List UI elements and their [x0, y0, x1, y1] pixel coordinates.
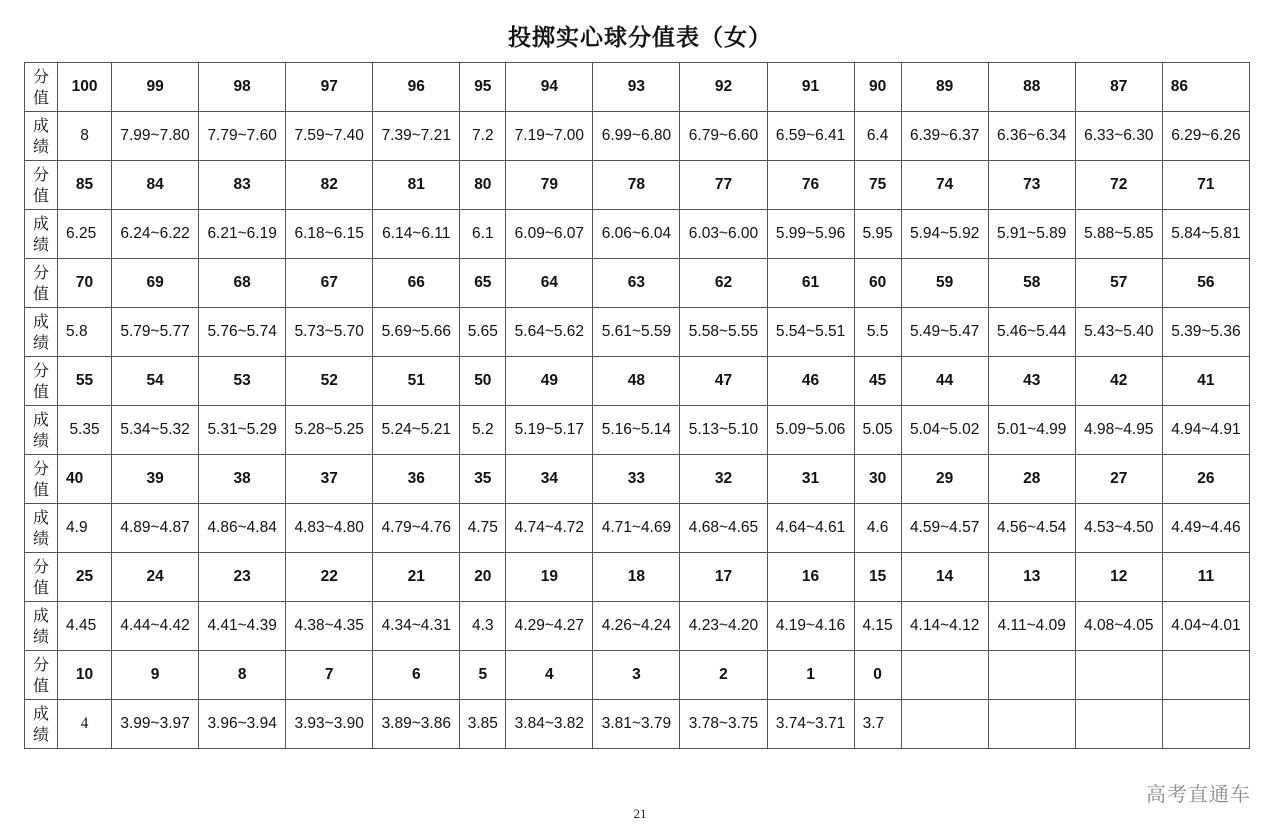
- points-cell: 9: [112, 651, 199, 700]
- points-cell: 38: [199, 455, 286, 504]
- score-cell: 5.43~5.40: [1075, 308, 1162, 357]
- empty-cell: [988, 651, 1075, 700]
- empty-cell: [1075, 651, 1162, 700]
- points-cell: 42: [1075, 357, 1162, 406]
- score-cell: 6.1: [460, 210, 506, 259]
- points-cell: 21: [373, 553, 460, 602]
- points-cell: 90: [854, 63, 901, 112]
- score-cell: 4.53~4.50: [1075, 504, 1162, 553]
- score-cell: 5.76~5.74: [199, 308, 286, 357]
- score-table: [24, 62, 1250, 749]
- score-row-header: 成 绩: [25, 700, 58, 749]
- points-row-header: 分 值: [25, 455, 58, 504]
- score-row: [25, 602, 1250, 651]
- points-cell: 25: [58, 553, 112, 602]
- points-cell: 16: [767, 553, 854, 602]
- score-cell: 4.56~4.54: [988, 504, 1075, 553]
- score-cell: 6.4: [854, 112, 901, 161]
- points-cell: 71: [1162, 161, 1249, 210]
- points-cell: 86: [1162, 63, 1249, 112]
- score-cell: 6.99~6.80: [593, 112, 680, 161]
- points-cell: 95: [460, 63, 506, 112]
- points-cell: 87: [1075, 63, 1162, 112]
- points-row: [25, 161, 1250, 210]
- score-cell: 4.74~4.72: [506, 504, 593, 553]
- points-cell: 65: [460, 259, 506, 308]
- score-row-header: 成 绩: [25, 602, 58, 651]
- points-cell: 74: [901, 161, 988, 210]
- score-cell: 6.29~6.26: [1162, 112, 1249, 161]
- points-cell: 64: [506, 259, 593, 308]
- points-cell: 98: [199, 63, 286, 112]
- points-cell: 33: [593, 455, 680, 504]
- points-cell: 68: [199, 259, 286, 308]
- score-cell: 6.79~6.60: [680, 112, 767, 161]
- score-cell: 7.99~7.80: [112, 112, 199, 161]
- points-cell: 84: [112, 161, 199, 210]
- score-cell: 4.86~4.84: [199, 504, 286, 553]
- points-row-header: 分 值: [25, 63, 58, 112]
- score-cell: 5.99~5.96: [767, 210, 854, 259]
- points-cell: 75: [854, 161, 901, 210]
- points-cell: 88: [988, 63, 1075, 112]
- page-title: 投掷实心球分值表（女）: [508, 25, 772, 51]
- points-cell: 41: [1162, 357, 1249, 406]
- points-cell: 92: [680, 63, 767, 112]
- score-cell: 6.25: [58, 210, 112, 259]
- points-cell: 37: [286, 455, 373, 504]
- points-cell: 53: [199, 357, 286, 406]
- score-cell: 4.38~4.35: [286, 602, 373, 651]
- score-cell: 6.09~6.07: [506, 210, 593, 259]
- score-row-header: 成 绩: [25, 210, 58, 259]
- points-cell: 30: [854, 455, 901, 504]
- points-row-header: 分 值: [25, 357, 58, 406]
- score-cell: 3.74~3.71: [767, 700, 854, 749]
- points-cell: 13: [988, 553, 1075, 602]
- score-cell: 6.06~6.04: [593, 210, 680, 259]
- points-cell: 5: [460, 651, 506, 700]
- score-row: [25, 504, 1250, 553]
- score-cell: 3.93~3.90: [286, 700, 373, 749]
- points-row-header: 分 值: [25, 161, 58, 210]
- points-cell: 51: [373, 357, 460, 406]
- points-cell: 54: [112, 357, 199, 406]
- score-cell: 6.18~6.15: [286, 210, 373, 259]
- score-cell: 4.59~4.57: [901, 504, 988, 553]
- points-cell: 55: [58, 357, 112, 406]
- score-cell: 5.73~5.70: [286, 308, 373, 357]
- points-cell: 56: [1162, 259, 1249, 308]
- points-cell: 66: [373, 259, 460, 308]
- score-cell: 7.79~7.60: [199, 112, 286, 161]
- points-cell: 35: [460, 455, 506, 504]
- score-cell: 5.58~5.55: [680, 308, 767, 357]
- score-row-header: 成 绩: [25, 504, 58, 553]
- empty-cell: [988, 700, 1075, 749]
- points-cell: 8: [199, 651, 286, 700]
- points-cell: 1: [767, 651, 854, 700]
- score-cell: 5.09~5.06: [767, 406, 854, 455]
- points-cell: 40: [58, 455, 112, 504]
- points-row: [25, 553, 1250, 602]
- score-table-body: [25, 63, 1250, 749]
- score-cell: 4.79~4.76: [373, 504, 460, 553]
- points-cell: 43: [988, 357, 1075, 406]
- score-cell: 6.59~6.41: [767, 112, 854, 161]
- points-row-header: 分 值: [25, 259, 58, 308]
- points-row-header: 分 值: [25, 651, 58, 700]
- score-cell: 4.49~4.46: [1162, 504, 1249, 553]
- points-cell: 50: [460, 357, 506, 406]
- score-cell: 6.03~6.00: [680, 210, 767, 259]
- points-cell: 97: [286, 63, 373, 112]
- score-row: [25, 700, 1250, 749]
- score-cell: 4.19~4.16: [767, 602, 854, 651]
- points-cell: 67: [286, 259, 373, 308]
- score-cell: 5.95: [854, 210, 901, 259]
- empty-cell: [901, 651, 988, 700]
- score-cell: 4.83~4.80: [286, 504, 373, 553]
- score-cell: 3.96~3.94: [199, 700, 286, 749]
- score-cell: 4.9: [58, 504, 112, 553]
- points-cell: 28: [988, 455, 1075, 504]
- points-cell: 39: [112, 455, 199, 504]
- score-cell: 6.33~6.30: [1075, 112, 1162, 161]
- points-cell: 93: [593, 63, 680, 112]
- points-cell: 34: [506, 455, 593, 504]
- empty-cell: [901, 700, 988, 749]
- points-cell: 94: [506, 63, 593, 112]
- points-row: [25, 357, 1250, 406]
- score-cell: 3.78~3.75: [680, 700, 767, 749]
- score-row: [25, 406, 1250, 455]
- points-cell: 82: [286, 161, 373, 210]
- score-cell: 4.44~4.42: [112, 602, 199, 651]
- score-cell: 5.84~5.81: [1162, 210, 1249, 259]
- points-cell: 19: [506, 553, 593, 602]
- points-cell: 11: [1162, 553, 1249, 602]
- score-cell: 5.34~5.32: [112, 406, 199, 455]
- score-cell: 4.71~4.69: [593, 504, 680, 553]
- points-cell: 69: [112, 259, 199, 308]
- score-cell: 5.91~5.89: [988, 210, 1075, 259]
- points-cell: 22: [286, 553, 373, 602]
- points-cell: 0: [854, 651, 901, 700]
- score-cell: 5.24~5.21: [373, 406, 460, 455]
- score-cell: 4.04~4.01: [1162, 602, 1249, 651]
- points-cell: 60: [854, 259, 901, 308]
- score-cell: 3.81~3.79: [593, 700, 680, 749]
- score-cell: 4.45: [58, 602, 112, 651]
- score-cell: 3.89~3.86: [373, 700, 460, 749]
- score-cell: 5.64~5.62: [506, 308, 593, 357]
- points-cell: 36: [373, 455, 460, 504]
- points-cell: 18: [593, 553, 680, 602]
- score-row-header: 成 绩: [25, 308, 58, 357]
- score-cell: 4.94~4.91: [1162, 406, 1249, 455]
- points-cell: 17: [680, 553, 767, 602]
- score-cell: 4.26~4.24: [593, 602, 680, 651]
- score-cell: 6.36~6.34: [988, 112, 1075, 161]
- points-cell: 100: [58, 63, 112, 112]
- page-number: 21: [633, 806, 647, 821]
- points-cell: 49: [506, 357, 593, 406]
- score-cell: 5.39~5.36: [1162, 308, 1249, 357]
- points-cell: 2: [680, 651, 767, 700]
- score-cell: 6.21~6.19: [199, 210, 286, 259]
- points-cell: 62: [680, 259, 767, 308]
- score-row: [25, 210, 1250, 259]
- points-cell: 47: [680, 357, 767, 406]
- score-cell: 5.65: [460, 308, 506, 357]
- points-cell: 58: [988, 259, 1075, 308]
- points-row: [25, 651, 1250, 700]
- points-cell: 12: [1075, 553, 1162, 602]
- score-cell: 4.08~4.05: [1075, 602, 1162, 651]
- points-cell: 80: [460, 161, 506, 210]
- score-cell: 5.8: [58, 308, 112, 357]
- points-cell: 77: [680, 161, 767, 210]
- score-cell: 4.68~4.65: [680, 504, 767, 553]
- points-cell: 23: [199, 553, 286, 602]
- score-cell: 6.39~6.37: [901, 112, 988, 161]
- score-cell: 4.6: [854, 504, 901, 553]
- points-cell: 3: [593, 651, 680, 700]
- score-cell: 5.35: [58, 406, 112, 455]
- score-cell: 4: [58, 700, 112, 749]
- score-cell: 5.2: [460, 406, 506, 455]
- score-cell: 3.85: [460, 700, 506, 749]
- points-cell: 89: [901, 63, 988, 112]
- points-cell: 14: [901, 553, 988, 602]
- score-cell: 5.31~5.29: [199, 406, 286, 455]
- points-cell: 78: [593, 161, 680, 210]
- points-cell: 45: [854, 357, 901, 406]
- points-cell: 27: [1075, 455, 1162, 504]
- score-cell: 5.61~5.59: [593, 308, 680, 357]
- points-row: [25, 63, 1250, 112]
- empty-cell: [1075, 700, 1162, 749]
- score-cell: 4.11~4.09: [988, 602, 1075, 651]
- points-cell: 70: [58, 259, 112, 308]
- score-cell: 4.29~4.27: [506, 602, 593, 651]
- points-row: [25, 259, 1250, 308]
- points-cell: 44: [901, 357, 988, 406]
- score-row: [25, 112, 1250, 161]
- score-cell: 5.04~5.02: [901, 406, 988, 455]
- points-cell: 79: [506, 161, 593, 210]
- score-cell: 4.75: [460, 504, 506, 553]
- points-cell: 7: [286, 651, 373, 700]
- score-cell: 5.13~5.10: [680, 406, 767, 455]
- points-cell: 83: [199, 161, 286, 210]
- points-cell: 61: [767, 259, 854, 308]
- score-cell: 3.7: [854, 700, 901, 749]
- points-cell: 52: [286, 357, 373, 406]
- score-cell: 5.49~5.47: [901, 308, 988, 357]
- score-cell: 5.01~4.99: [988, 406, 1075, 455]
- points-cell: 72: [1075, 161, 1162, 210]
- points-cell: 29: [901, 455, 988, 504]
- score-row-header: 成 绩: [25, 112, 58, 161]
- score-cell: 5.19~5.17: [506, 406, 593, 455]
- empty-cell: [1162, 700, 1249, 749]
- score-cell: 4.14~4.12: [901, 602, 988, 651]
- watermark: 高考直通车: [1146, 782, 1251, 806]
- points-cell: 57: [1075, 259, 1162, 308]
- points-cell: 31: [767, 455, 854, 504]
- points-cell: 24: [112, 553, 199, 602]
- points-cell: 73: [988, 161, 1075, 210]
- points-cell: 6: [373, 651, 460, 700]
- score-cell: 3.99~3.97: [112, 700, 199, 749]
- score-cell: 7.59~7.40: [286, 112, 373, 161]
- points-cell: 20: [460, 553, 506, 602]
- score-cell: 4.3: [460, 602, 506, 651]
- points-cell: 15: [854, 553, 901, 602]
- score-cell: 5.16~5.14: [593, 406, 680, 455]
- points-cell: 46: [767, 357, 854, 406]
- points-cell: 91: [767, 63, 854, 112]
- score-cell: 5.69~5.66: [373, 308, 460, 357]
- points-cell: 26: [1162, 455, 1249, 504]
- score-cell: 5.28~5.25: [286, 406, 373, 455]
- points-cell: 32: [680, 455, 767, 504]
- points-cell: 48: [593, 357, 680, 406]
- points-cell: 59: [901, 259, 988, 308]
- score-cell: 4.34~4.31: [373, 602, 460, 651]
- points-cell: 4: [506, 651, 593, 700]
- score-cell: 7.2: [460, 112, 506, 161]
- score-cell: 5.79~5.77: [112, 308, 199, 357]
- score-cell: 5.88~5.85: [1075, 210, 1162, 259]
- score-cell: 4.41~4.39: [199, 602, 286, 651]
- points-cell: 85: [58, 161, 112, 210]
- score-cell: 7.39~7.21: [373, 112, 460, 161]
- points-cell: 63: [593, 259, 680, 308]
- score-cell: 3.84~3.82: [506, 700, 593, 749]
- empty-cell: [1162, 651, 1249, 700]
- points-cell: 10: [58, 651, 112, 700]
- score-row: [25, 308, 1250, 357]
- score-cell: 6.24~6.22: [112, 210, 199, 259]
- points-row: [25, 455, 1250, 504]
- score-cell: 5.54~5.51: [767, 308, 854, 357]
- score-cell: 5.94~5.92: [901, 210, 988, 259]
- score-cell: 4.15: [854, 602, 901, 651]
- score-cell: 6.14~6.11: [373, 210, 460, 259]
- score-cell: 7.19~7.00: [506, 112, 593, 161]
- score-row-header: 成 绩: [25, 406, 58, 455]
- score-cell: 5.05: [854, 406, 901, 455]
- points-row-header: 分 值: [25, 553, 58, 602]
- score-cell: 4.89~4.87: [112, 504, 199, 553]
- points-cell: 81: [373, 161, 460, 210]
- score-cell: 4.23~4.20: [680, 602, 767, 651]
- score-cell: 5.5: [854, 308, 901, 357]
- score-cell: 4.64~4.61: [767, 504, 854, 553]
- points-cell: 96: [373, 63, 460, 112]
- score-cell: 8: [58, 112, 112, 161]
- points-cell: 76: [767, 161, 854, 210]
- points-cell: 99: [112, 63, 199, 112]
- score-cell: 4.98~4.95: [1075, 406, 1162, 455]
- score-cell: 5.46~5.44: [988, 308, 1075, 357]
